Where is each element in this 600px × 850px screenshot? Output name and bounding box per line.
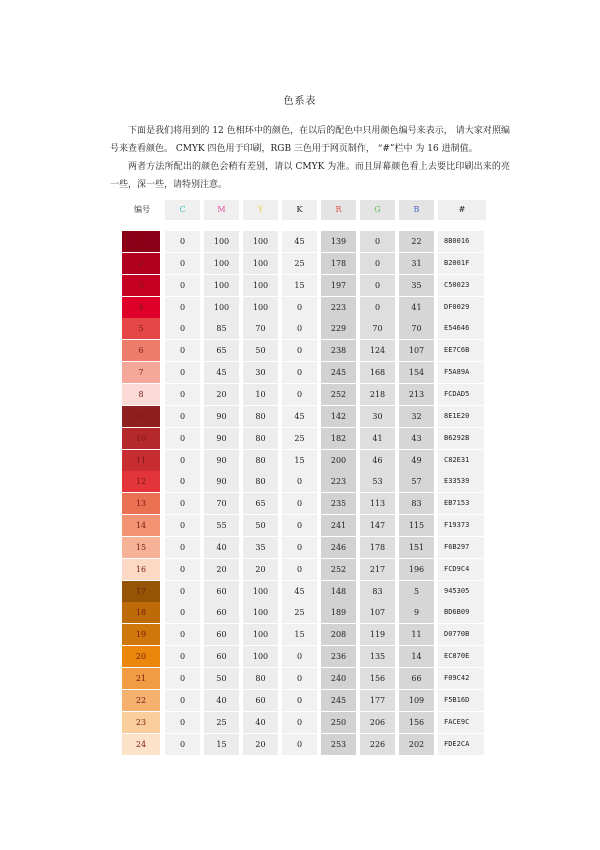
table-row bbox=[120, 646, 486, 667]
cell-c: 0 bbox=[165, 253, 200, 274]
color-swatch: 22 bbox=[122, 690, 160, 711]
cell-r: 223 bbox=[321, 297, 356, 318]
cell-m: 100 bbox=[204, 275, 239, 296]
cell-hex: C82E31 bbox=[438, 450, 484, 471]
cell-k: 0 bbox=[282, 362, 317, 383]
color-swatch: 6 bbox=[122, 340, 160, 361]
cell-k: 25 bbox=[282, 253, 317, 274]
color-swatch: 7 bbox=[122, 362, 160, 383]
cell-hex: F5A89A bbox=[438, 362, 484, 383]
table-row bbox=[120, 559, 486, 580]
cell-m: 60 bbox=[204, 624, 239, 645]
table-row bbox=[120, 690, 486, 711]
cell-r: 178 bbox=[321, 253, 356, 274]
cell-y: 80 bbox=[243, 428, 278, 449]
cell-y: 70 bbox=[243, 318, 278, 339]
cell-r: 208 bbox=[321, 624, 356, 645]
cell-m: 25 bbox=[204, 712, 239, 733]
cell-c: 0 bbox=[165, 515, 200, 536]
cell-k: 0 bbox=[282, 646, 317, 667]
cell-k: 0 bbox=[282, 297, 317, 318]
cell-b: 109 bbox=[399, 690, 434, 711]
cell-k: 0 bbox=[282, 340, 317, 361]
cell-b: 14 bbox=[399, 646, 434, 667]
cell-y: 100 bbox=[243, 253, 278, 274]
cell-r: 189 bbox=[321, 602, 356, 623]
table-row bbox=[120, 668, 486, 689]
cell-g: 226 bbox=[360, 734, 395, 755]
color-swatch: 15 bbox=[122, 537, 160, 558]
cell-b: 156 bbox=[399, 712, 434, 733]
cell-g: 206 bbox=[360, 712, 395, 733]
cell-y: 80 bbox=[243, 450, 278, 471]
cell-y: 20 bbox=[243, 734, 278, 755]
cell-r: 240 bbox=[321, 668, 356, 689]
color-swatch: 1 bbox=[122, 231, 160, 252]
cell-r: 246 bbox=[321, 537, 356, 558]
table-row bbox=[120, 624, 486, 645]
cell-g: 0 bbox=[360, 231, 395, 252]
cell-m: 15 bbox=[204, 734, 239, 755]
header-number: 编号 bbox=[134, 205, 150, 214]
cell-r: 252 bbox=[321, 559, 356, 580]
cell-b: 83 bbox=[399, 493, 434, 514]
cell-hex: 945305 bbox=[438, 581, 484, 602]
cell-g: 0 bbox=[360, 275, 395, 296]
table-row bbox=[120, 340, 486, 361]
cell-hex: E33539 bbox=[438, 471, 484, 492]
cell-hex: B6292B bbox=[438, 428, 484, 449]
cell-hex: DF0029 bbox=[438, 297, 484, 318]
cell-c: 0 bbox=[165, 340, 200, 361]
cell-c: 0 bbox=[165, 602, 200, 623]
cell-y: 100 bbox=[243, 275, 278, 296]
header-y: Y bbox=[243, 200, 278, 220]
cell-y: 20 bbox=[243, 559, 278, 580]
table-row bbox=[120, 493, 486, 514]
cell-hex: F09C42 bbox=[438, 668, 484, 689]
table-row bbox=[120, 515, 486, 536]
cell-m: 100 bbox=[204, 253, 239, 274]
cell-hex: EC870E bbox=[438, 646, 484, 667]
cell-hex: B2001F bbox=[438, 253, 484, 274]
cell-b: 196 bbox=[399, 559, 434, 580]
table-row bbox=[120, 581, 486, 602]
cell-y: 60 bbox=[243, 690, 278, 711]
cell-c: 0 bbox=[165, 450, 200, 471]
cell-hex: FCD9C4 bbox=[438, 559, 484, 580]
cell-y: 50 bbox=[243, 340, 278, 361]
cell-hex: BD6B09 bbox=[438, 602, 484, 623]
cell-b: 57 bbox=[399, 471, 434, 492]
cell-c: 0 bbox=[165, 712, 200, 733]
cell-g: 119 bbox=[360, 624, 395, 645]
cell-g: 135 bbox=[360, 646, 395, 667]
table-row bbox=[120, 602, 486, 623]
cell-c: 0 bbox=[165, 646, 200, 667]
color-swatch: 12 bbox=[122, 471, 160, 492]
color-swatch: 9 bbox=[122, 406, 160, 427]
cell-c: 0 bbox=[165, 581, 200, 602]
cell-g: 0 bbox=[360, 253, 395, 274]
cell-b: 154 bbox=[399, 362, 434, 383]
table-row bbox=[120, 318, 486, 339]
cell-b: 43 bbox=[399, 428, 434, 449]
table-row bbox=[120, 471, 486, 492]
cell-y: 30 bbox=[243, 362, 278, 383]
cell-k: 45 bbox=[282, 406, 317, 427]
cell-y: 80 bbox=[243, 471, 278, 492]
cell-y: 100 bbox=[243, 581, 278, 602]
cell-r: 236 bbox=[321, 646, 356, 667]
cell-m: 100 bbox=[204, 297, 239, 318]
cell-y: 100 bbox=[243, 646, 278, 667]
cell-c: 0 bbox=[165, 559, 200, 580]
cell-g: 0 bbox=[360, 297, 395, 318]
cell-k: 0 bbox=[282, 384, 317, 405]
cell-m: 60 bbox=[204, 602, 239, 623]
cell-b: 22 bbox=[399, 231, 434, 252]
cell-y: 100 bbox=[243, 624, 278, 645]
intro-text bbox=[110, 122, 510, 194]
cell-r: 197 bbox=[321, 275, 356, 296]
color-swatch: 14 bbox=[122, 515, 160, 536]
cell-m: 85 bbox=[204, 318, 239, 339]
cell-g: 113 bbox=[360, 493, 395, 514]
cell-r: 182 bbox=[321, 428, 356, 449]
cell-k: 0 bbox=[282, 515, 317, 536]
cell-c: 0 bbox=[165, 471, 200, 492]
header-b: B bbox=[399, 200, 434, 220]
color-swatch: 16 bbox=[122, 559, 160, 580]
cell-y: 80 bbox=[243, 406, 278, 427]
cell-m: 60 bbox=[204, 646, 239, 667]
color-swatch: 2 bbox=[122, 253, 160, 274]
table-row bbox=[120, 384, 486, 405]
cell-y: 50 bbox=[243, 515, 278, 536]
header-m: M bbox=[204, 200, 239, 220]
cell-b: 5 bbox=[399, 581, 434, 602]
cell-c: 0 bbox=[165, 297, 200, 318]
color-swatch: 11 bbox=[122, 450, 160, 471]
cell-r: 139 bbox=[321, 231, 356, 252]
cell-k: 45 bbox=[282, 581, 317, 602]
header-r: R bbox=[321, 200, 356, 220]
color-swatch: 18 bbox=[122, 602, 160, 623]
table-row bbox=[120, 712, 486, 733]
cell-g: 107 bbox=[360, 602, 395, 623]
cell-r: 235 bbox=[321, 493, 356, 514]
cell-y: 35 bbox=[243, 537, 278, 558]
cell-k: 0 bbox=[282, 493, 317, 514]
cell-c: 0 bbox=[165, 275, 200, 296]
cell-k: 0 bbox=[282, 668, 317, 689]
cell-c: 0 bbox=[165, 231, 200, 252]
color-swatch: 3 bbox=[122, 275, 160, 296]
cell-m: 90 bbox=[204, 450, 239, 471]
cell-r: 200 bbox=[321, 450, 356, 471]
cell-b: 66 bbox=[399, 668, 434, 689]
header-g: G bbox=[360, 200, 395, 220]
cell-b: 107 bbox=[399, 340, 434, 361]
cell-hex: 8E1E20 bbox=[438, 406, 484, 427]
table-row bbox=[120, 297, 486, 318]
cell-hex: F6B297 bbox=[438, 537, 484, 558]
cell-r: 223 bbox=[321, 471, 356, 492]
cell-hex: FCDAD5 bbox=[438, 384, 484, 405]
cell-r: 142 bbox=[321, 406, 356, 427]
cell-hex: D0770B bbox=[438, 624, 484, 645]
cell-m: 60 bbox=[204, 581, 239, 602]
cell-b: 202 bbox=[399, 734, 434, 755]
cell-m: 100 bbox=[204, 231, 239, 252]
cell-r: 241 bbox=[321, 515, 356, 536]
cell-g: 30 bbox=[360, 406, 395, 427]
cell-hex: EB7153 bbox=[438, 493, 484, 514]
color-swatch: 4 bbox=[122, 297, 160, 318]
cell-m: 70 bbox=[204, 493, 239, 514]
cell-y: 100 bbox=[243, 297, 278, 318]
cell-hex: EE7C6B bbox=[438, 340, 484, 361]
cell-k: 15 bbox=[282, 275, 317, 296]
cell-hex: F19373 bbox=[438, 515, 484, 536]
table-row bbox=[120, 450, 486, 471]
cell-g: 83 bbox=[360, 581, 395, 602]
cell-c: 0 bbox=[165, 668, 200, 689]
table-header bbox=[120, 200, 486, 220]
table-row bbox=[120, 231, 486, 252]
cell-m: 90 bbox=[204, 428, 239, 449]
cell-r: 250 bbox=[321, 712, 356, 733]
cell-r: 252 bbox=[321, 384, 356, 405]
cell-r: 245 bbox=[321, 362, 356, 383]
cell-m: 45 bbox=[204, 362, 239, 383]
cell-b: 151 bbox=[399, 537, 434, 558]
cell-g: 168 bbox=[360, 362, 395, 383]
cell-b: 115 bbox=[399, 515, 434, 536]
cell-y: 40 bbox=[243, 712, 278, 733]
cell-g: 70 bbox=[360, 318, 395, 339]
cell-g: 46 bbox=[360, 450, 395, 471]
cell-k: 0 bbox=[282, 559, 317, 580]
table-row bbox=[120, 406, 486, 427]
cell-y: 10 bbox=[243, 384, 278, 405]
table-row bbox=[120, 275, 486, 296]
header-c: C bbox=[165, 200, 200, 220]
color-swatch: 5 bbox=[122, 318, 160, 339]
cell-g: 177 bbox=[360, 690, 395, 711]
table-row bbox=[120, 362, 486, 383]
table-row bbox=[120, 537, 486, 558]
cell-k: 15 bbox=[282, 450, 317, 471]
color-swatch: 8 bbox=[122, 384, 160, 405]
cell-r: 253 bbox=[321, 734, 356, 755]
color-swatch: 19 bbox=[122, 624, 160, 645]
cell-k: 0 bbox=[282, 537, 317, 558]
cell-g: 178 bbox=[360, 537, 395, 558]
cell-k: 25 bbox=[282, 428, 317, 449]
table-row bbox=[120, 253, 486, 274]
cell-hex: F5B16D bbox=[438, 690, 484, 711]
header-hex: # bbox=[438, 200, 486, 220]
color-swatch: 10 bbox=[122, 428, 160, 449]
cell-g: 217 bbox=[360, 559, 395, 580]
cell-b: 11 bbox=[399, 624, 434, 645]
cell-hex: FACE9C bbox=[438, 712, 484, 733]
color-swatch: 24 bbox=[122, 734, 160, 755]
cell-m: 40 bbox=[204, 537, 239, 558]
header-k: K bbox=[282, 200, 317, 220]
cell-m: 20 bbox=[204, 559, 239, 580]
color-swatch: 20 bbox=[122, 646, 160, 667]
cell-b: 70 bbox=[399, 318, 434, 339]
cell-y: 100 bbox=[243, 602, 278, 623]
color-swatch: 17 bbox=[122, 581, 160, 602]
cell-c: 0 bbox=[165, 384, 200, 405]
cell-c: 0 bbox=[165, 428, 200, 449]
cell-c: 0 bbox=[165, 406, 200, 427]
cell-b: 41 bbox=[399, 297, 434, 318]
color-swatch: 23 bbox=[122, 712, 160, 733]
cell-k: 45 bbox=[282, 231, 317, 252]
intro-paragraph: 下面是我们将用到的 12 色相环中的颜色，在以后的配色中只用颜色编号来表示， 请大家对照编号来查看颜色。 CMYK 四色用于印刷，RGB 三色用于网页制作， “#”栏中 为 16 进制值。 bbox=[110, 126, 510, 154]
cell-r: 229 bbox=[321, 318, 356, 339]
cell-hex: FDE2CA bbox=[438, 734, 484, 755]
cell-k: 0 bbox=[282, 318, 317, 339]
cell-k: 0 bbox=[282, 471, 317, 492]
cell-c: 0 bbox=[165, 362, 200, 383]
cell-r: 245 bbox=[321, 690, 356, 711]
color-swatch: 21 bbox=[122, 668, 160, 689]
cell-c: 0 bbox=[165, 624, 200, 645]
cell-m: 50 bbox=[204, 668, 239, 689]
cell-c: 0 bbox=[165, 690, 200, 711]
cell-c: 0 bbox=[165, 537, 200, 558]
cell-b: 49 bbox=[399, 450, 434, 471]
cell-k: 0 bbox=[282, 712, 317, 733]
cell-y: 80 bbox=[243, 668, 278, 689]
intro-paragraph: 两者方法所配出的颜色会稍有差别，请以 CMYK 为准。而且屏幕颜色看上去要比印刷出来的亮一些，深一些，请特别注意。 bbox=[110, 162, 510, 190]
cell-m: 90 bbox=[204, 471, 239, 492]
cell-hex: C50023 bbox=[438, 275, 484, 296]
cell-g: 218 bbox=[360, 384, 395, 405]
cell-k: 0 bbox=[282, 690, 317, 711]
cell-c: 0 bbox=[165, 493, 200, 514]
cell-g: 124 bbox=[360, 340, 395, 361]
table-row bbox=[120, 734, 486, 755]
cell-m: 40 bbox=[204, 690, 239, 711]
page-title: 色系表 bbox=[283, 96, 317, 107]
cell-k: 0 bbox=[282, 734, 317, 755]
cell-m: 65 bbox=[204, 340, 239, 361]
cell-b: 32 bbox=[399, 406, 434, 427]
cell-m: 20 bbox=[204, 384, 239, 405]
cell-g: 156 bbox=[360, 668, 395, 689]
cell-c: 0 bbox=[165, 318, 200, 339]
cell-hex: 8B0016 bbox=[438, 231, 484, 252]
cell-r: 148 bbox=[321, 581, 356, 602]
cell-g: 53 bbox=[360, 471, 395, 492]
table-row bbox=[120, 428, 486, 449]
cell-k: 15 bbox=[282, 624, 317, 645]
cell-y: 100 bbox=[243, 231, 278, 252]
cell-b: 9 bbox=[399, 602, 434, 623]
cell-b: 35 bbox=[399, 275, 434, 296]
cell-r: 238 bbox=[321, 340, 356, 361]
cell-b: 213 bbox=[399, 384, 434, 405]
cell-k: 25 bbox=[282, 602, 317, 623]
color-swatch: 13 bbox=[122, 493, 160, 514]
cell-b: 31 bbox=[399, 253, 434, 274]
cell-g: 147 bbox=[360, 515, 395, 536]
cell-hex: E54646 bbox=[438, 318, 484, 339]
cell-y: 65 bbox=[243, 493, 278, 514]
cell-g: 41 bbox=[360, 428, 395, 449]
cell-c: 0 bbox=[165, 734, 200, 755]
cell-m: 90 bbox=[204, 406, 239, 427]
cell-m: 55 bbox=[204, 515, 239, 536]
